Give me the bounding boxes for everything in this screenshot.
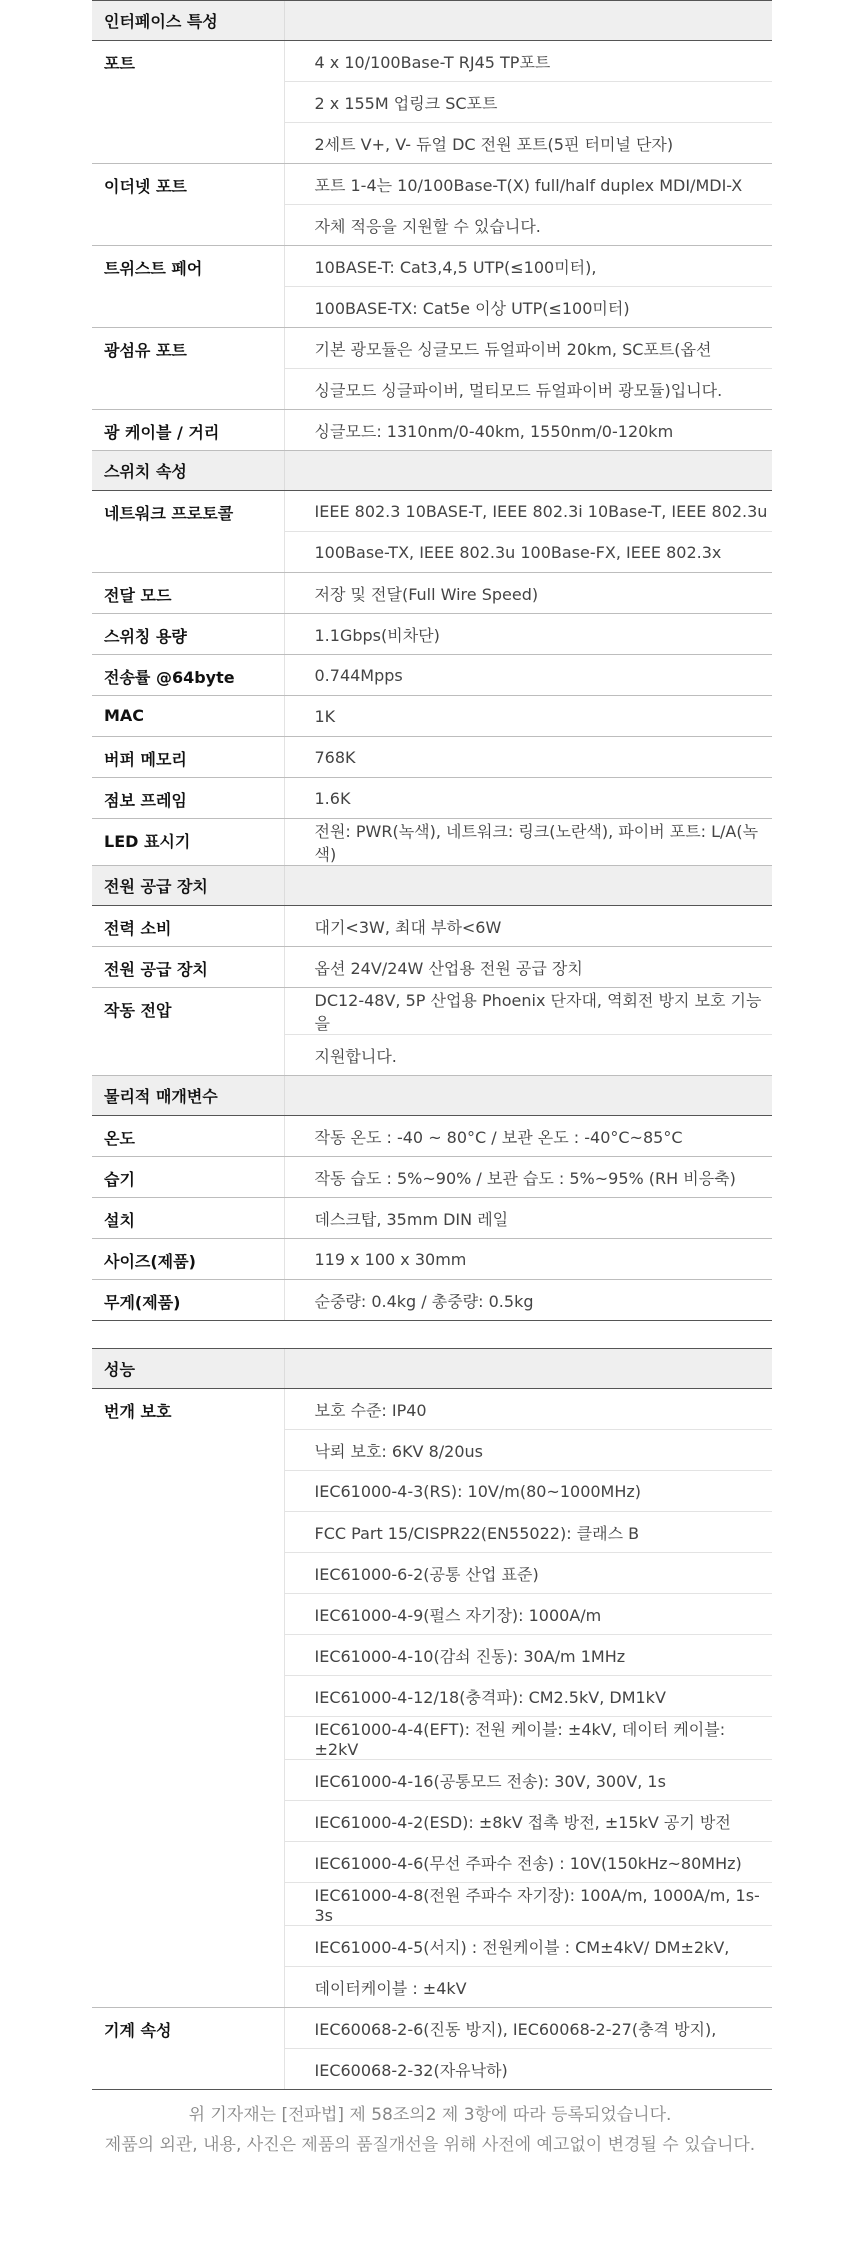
section-blank-cell [284, 451, 772, 491]
spec-value: 4 x 10/100Base-T RJ45 TP포트 [284, 41, 772, 82]
spec-value: IEC61000-4-4(EFT): 전원 케이블: ±4kV, 데이터 케이블: ±2kV [284, 1717, 772, 1760]
spec-value: 2세트 V+, V- 듀얼 DC 전원 포트(5핀 터미널 단자) [284, 123, 772, 164]
spec-table-2 [92, 1348, 772, 2090]
section-blank-cell [284, 866, 772, 906]
spec-value: 포트 1-4는 10/100Base-T(X) full/half duplex MDI/MDI-X [284, 164, 772, 205]
spec-label: 작동 전압 [92, 988, 284, 1076]
spec-label: 트위스트 페어 [92, 246, 284, 328]
section-blank-cell [284, 1, 772, 41]
section-header [92, 1349, 772, 1389]
spec-label: 네트워크 프로토콜 [92, 491, 284, 573]
section-header [92, 451, 772, 491]
spec-label: 이더넷 포트 [92, 164, 284, 246]
spec-row [92, 1116, 772, 1157]
spec-value: 768K [284, 737, 772, 778]
spec-row [92, 1198, 772, 1239]
section-title: 전원 공급 장치 [92, 866, 284, 906]
spec-label: 번개 보호 [92, 1389, 284, 2008]
spec-value: IEC61000-4-8(전원 주파수 자기장): 100A/m, 1000A/m, 1s-3s [284, 1883, 772, 1926]
spec-label: 스위칭 용량 [92, 614, 284, 655]
spec-value: 10BASE-T: Cat3,4,5 UTP(≤100미터), [284, 246, 772, 287]
spec-row [92, 410, 772, 451]
spec-value: 100Base-TX, IEEE 802.3u 100Base-FX, IEEE 802.3x [284, 532, 772, 573]
spec-row [92, 696, 772, 737]
spec-label: 광 케이블 / 거리 [92, 410, 284, 451]
spec-label: 포트 [92, 41, 284, 164]
spec-row [92, 328, 772, 369]
spec-table-1-body [92, 1, 772, 1321]
spec-value: 작동 습도 : 5%~90% / 보관 습도 : 5%~95% (RH 비응축) [284, 1157, 772, 1198]
spec-value: IEC60068-2-32(자유낙하) [284, 2049, 772, 2090]
section-header [92, 1, 772, 41]
spec-value: IEC61000-4-12/18(충격파): CM2.5kV, DM1kV [284, 1676, 772, 1717]
spec-value: FCC Part 15/CISPR22(EN55022): 클래스 B [284, 1512, 772, 1553]
spec-value: 데이터케이블 : ±4kV [284, 1967, 772, 2008]
spec-row [92, 164, 772, 205]
spec-row [92, 41, 772, 82]
spec-value: IEC61000-4-6(무선 주파수 전송) : 10V(150kHz~80MHz) [284, 1842, 772, 1883]
spec-row [92, 655, 772, 696]
spec-value: 낙뢰 보호: 6KV 8/20us [284, 1430, 772, 1471]
spec-value: 기본 광모듈은 싱글모드 듀얼파이버 20km, SC포트(옵션 [284, 328, 772, 369]
spec-value: 데스크탑, 35mm DIN 레일 [284, 1198, 772, 1239]
section-title: 인터페이스 특성 [92, 1, 284, 41]
spec-row [92, 491, 772, 532]
spec-value: 지원합니다. [284, 1035, 772, 1076]
spec-value: 0.744Mpps [284, 655, 772, 696]
spec-value: 작동 온도 : -40 ~ 80°C / 보관 온도 : -40°C~85°C [284, 1116, 772, 1157]
spec-label: 습기 [92, 1157, 284, 1198]
spec-label: 전송률 @64byte [92, 655, 284, 696]
spec-value: 1K [284, 696, 772, 737]
section-blank-cell [284, 1076, 772, 1116]
section-title: 성능 [92, 1349, 284, 1389]
spec-row [92, 778, 772, 819]
spec-row [92, 988, 772, 1035]
section-title: 물리적 매개변수 [92, 1076, 284, 1116]
spec-row [92, 2008, 772, 2049]
spec-value: 2 x 155M 업링크 SC포트 [284, 82, 772, 123]
spec-label: MAC [92, 696, 284, 737]
spec-label: 전달 모드 [92, 573, 284, 614]
spec-table-2-body [92, 1349, 772, 2090]
spec-label: 설치 [92, 1198, 284, 1239]
spec-value: 1.6K [284, 778, 772, 819]
spec-value: IEC61000-4-16(공통모드 전송): 30V, 300V, 1s [284, 1760, 772, 1801]
spec-label: LED 표시기 [92, 819, 284, 866]
spec-value: IEC61000-4-10(감쇠 진동): 30A/m 1MHz [284, 1635, 772, 1676]
spec-value: 자체 적응을 지원할 수 있습니다. [284, 205, 772, 246]
spec-value: DC12-48V, 5P 산업용 Phoenix 단자대, 역회전 방지 보호 기능을 [284, 988, 772, 1035]
spec-label: 온도 [92, 1116, 284, 1157]
spec-value: 보호 수준: IP40 [284, 1389, 772, 1430]
spec-value: 대기<3W, 최대 부하<6W [284, 906, 772, 947]
spec-label: 점보 프레임 [92, 778, 284, 819]
spec-label: 광섬유 포트 [92, 328, 284, 410]
spec-value: IEEE 802.3 10BASE-T, IEEE 802.3i 10Base-T, IEEE 802.3u [284, 491, 772, 532]
spec-row [92, 819, 772, 866]
spec-value: IEC61000-6-2(공통 산업 표준) [284, 1553, 772, 1594]
spec-value: IEC61000-4-5(서지) : 전원케이블 : CM±4kV/ DM±2kV, [284, 1926, 772, 1967]
spec-value: 싱글모드 싱글파이버, 멀티모드 듀얼파이버 광모듈)입니다. [284, 369, 772, 410]
notice [0, 2100, 860, 2160]
spec-value: IEC61000-4-3(RS): 10V/m(80~1000MHz) [284, 1471, 772, 1512]
spec-value: 옵션 24V/24W 산업용 전원 공급 장치 [284, 947, 772, 988]
spec-value: 100BASE-TX: Cat5e 이상 UTP(≤100미터) [284, 287, 772, 328]
spec-value: 1.1Gbps(비차단) [284, 614, 772, 655]
section-header [92, 1076, 772, 1116]
spec-row [92, 246, 772, 287]
spec-value: IEC61000-4-2(ESD): ±8kV 접촉 방전, ±15kV 공기 방전 [284, 1801, 772, 1842]
spec-row [92, 1280, 772, 1321]
spec-row [92, 906, 772, 947]
spec-value: 순중량: 0.4kg / 총중량: 0.5kg [284, 1280, 772, 1321]
spec-row [92, 1389, 772, 1430]
spec-row [92, 947, 772, 988]
spec-table-1 [92, 0, 772, 1321]
spec-row [92, 737, 772, 778]
spec-row [92, 1157, 772, 1198]
section-header [92, 866, 772, 906]
spec-row [92, 614, 772, 655]
spec-value: IEC61000-4-9(펄스 자기장): 1000A/m [284, 1594, 772, 1635]
spec-label: 전원 공급 장치 [92, 947, 284, 988]
spec-label: 사이즈(제품) [92, 1239, 284, 1280]
notice-line-2: 제품의 외관, 내용, 사진은 제품의 품질개선을 위해 사전에 예고없이 변경될 수 있습니다. [104, 2135, 756, 2155]
spec-value: 저장 및 전달(Full Wire Speed) [284, 573, 772, 614]
spec-value: IEC60068-2-6(진동 방지), IEC60068-2-27(충격 방지), [284, 2008, 772, 2049]
spec-value: 싱글모드: 1310nm/0-40km, 1550nm/0-120km [284, 410, 772, 451]
spec-value: 전원: PWR(녹색), 네트워크: 링크(노란색), 파이버 포트: L/A(녹색) [284, 819, 772, 866]
spec-label: 무게(제품) [92, 1280, 284, 1321]
section-title: 스위치 속성 [92, 451, 284, 491]
spec-row [92, 1239, 772, 1280]
spec-label: 전력 소비 [92, 906, 284, 947]
section-blank-cell [284, 1349, 772, 1389]
spec-label: 기계 속성 [92, 2008, 284, 2090]
notice-line-1: 위 기자재는 [전파법] 제 58조의2 제 3항에 따라 등록되었습니다. [188, 2105, 672, 2125]
spec-row [92, 573, 772, 614]
spec-label: 버퍼 메모리 [92, 737, 284, 778]
spec-value: 119 x 100 x 30mm [284, 1239, 772, 1280]
